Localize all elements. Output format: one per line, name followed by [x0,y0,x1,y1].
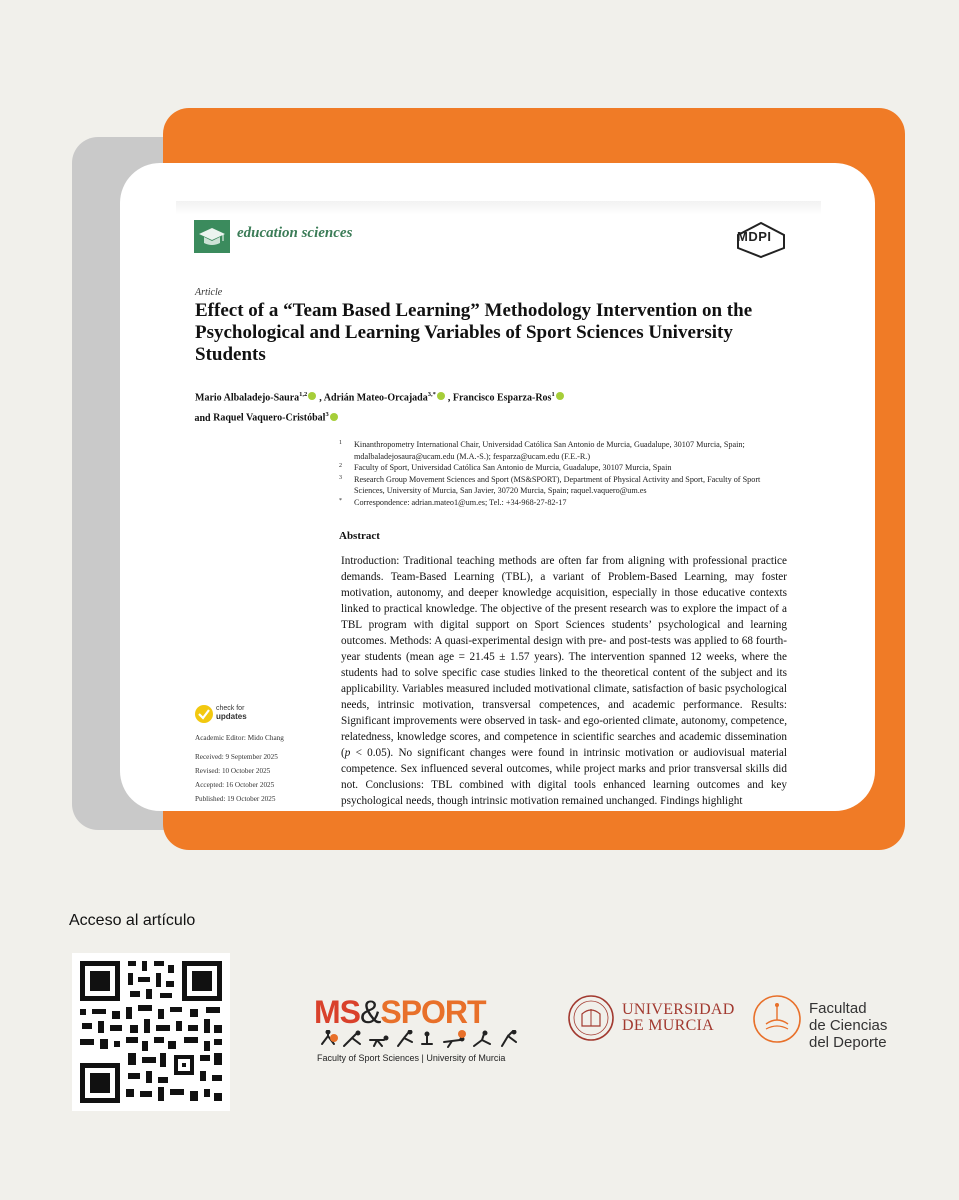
author-affiliation-mark: 3 [325,411,329,419]
author-affiliation-mark: 1,2 [299,391,308,398]
author-name: Adrián Mateo-Orcajada [323,392,428,404]
affiliations [339,439,789,509]
journal-name: education sciences [237,225,353,241]
abstract-text: Introduction: Traditional teaching methods are often far from aligning with professional practice demands. Team-Based Learning (TBL), a variant of Problem-Based Learning, may foster motivation, autonomy, and deeper knowledge acquisition, especially in those educative contexts linked to practical knowledge. The objective of the present research was to explore the impact of a TBL program with digital support on Sport Sciences students’ psychological and learning outcomes. Methods: A quasi-experimental design with pre- and post-tests was applied to 68 fourth-year students (mean age = 21.45 ± 1.57 years). The intervention spanned 12 weeks, where the students had to solve specific case studies linked to the theoretical content of the subject and its applicability. Variables measured included motivational climate, satisfaction of basic psychological needs, intrinsic motivation, transversal competences, and academic performance. Results: Significant improvements were observed in task- and ego-oriented climate, autonomy, competence, relatedness, knowledge scores, and competence in scientific searches and academic dissemination (p < 0.05). No significant changes were found in intrinsic motivation or audiovisual material competence. Sex influenced several outcomes, while project marks and prior transversal skills did not. Conclusions: TBL combined with digital tools enhanced learning outcomes and key psychological needs, though intrinsic motivation remained unchanged. Findings highlight [341,555,787,807]
author-separator: , [447,392,453,404]
affiliation-item: 2 Faculty of Sport, Universidad Católica San Antonio de Murcia, Guadalupe, 30107 Murcia, Spain [339,463,672,473]
access-article-label: Acceso al artículo [69,912,196,929]
paper-title: Effect of a “Team Based Learning” Methodology Intervention on the Psychological and Learning Variables of Sport Sciences University Students [195,300,753,365]
orcid-icon[interactable] [330,413,338,421]
abstract-heading: Abstract [339,530,380,542]
athlete-silhouettes-icon [314,1030,529,1050]
check-for-updates-label[interactable]: check for updates [216,705,247,721]
affiliation-item: 3 Research Group Movement Sciences and Sport (MS&SPORT), Department of Physical Activity and Sport, Faculty of Sport Sciences, University of Murcia, San Javier, 30720 Murcia, Spain; raquel.vaquero@um.es [339,474,761,496]
university-seal-icon [567,994,615,1042]
check-for-updates-icon[interactable] [195,705,213,723]
correspondence: * Correspondence: adrian.mateo1@um.es; Tel.: +34-968-27-82-17 [339,497,567,507]
author-name: Francisco Esparza-Ros [452,392,552,404]
ms-sport-title: MS&SPORT [314,994,486,1030]
author-name: Mario Albaladejo-Saura [195,392,300,404]
academic-editor: Academic Editor: Mido Chang [195,734,284,742]
article-type: Article [195,287,223,298]
orcid-icon[interactable] [437,392,445,400]
qr-code[interactable] [72,953,230,1111]
revised-date: Revised: 10 October 2025 [195,767,271,775]
publisher-name: MDPI [737,229,772,244]
author-name: Raquel Vaquero-Cristóbal [213,412,326,424]
paper-page [176,201,821,811]
author-separator: and [192,412,214,424]
author-affiliation-mark: 1 [551,391,555,398]
ms-sport-logo [314,994,529,1069]
universidad-de-murcia-logo [567,994,737,1044]
faculty-seal-icon [752,994,802,1044]
university-name: UNIVERSIDAD DE MURCIA [622,1001,735,1034]
paper-preview-card[interactable] [120,163,875,811]
author-separator: , [319,392,324,404]
orcid-icon[interactable] [556,392,564,400]
faculty-name: Facultad de Ciencias del Deporte [809,1000,888,1051]
affiliation-item: 1 Kinanthropometry International Chair, Universidad Católica San Antonio de Murcia, Guadalupe, 30107 Murcia, Spain; mdalbaladejosaura@ucam.edu (M.A.-S.); fesparza@ucam.edu (F.E.-R.) [339,440,745,461]
accepted-date: Accepted: 16 October 2025 [195,781,275,789]
facultad-ciencias-deporte-logo [752,994,902,1049]
mortarboard-icon [194,220,230,253]
orcid-icon[interactable] [308,392,316,400]
ms-sport-subtitle: Faculty of Sport Sciences | University of Murcia [317,1053,506,1063]
page-top-shade [176,201,821,215]
received-date: Received: 9 September 2025 [195,753,278,761]
published-date: Published: 19 October 2025 [195,795,276,803]
author-list [192,386,795,427]
author-affiliation-mark: 3,* [427,391,436,398]
